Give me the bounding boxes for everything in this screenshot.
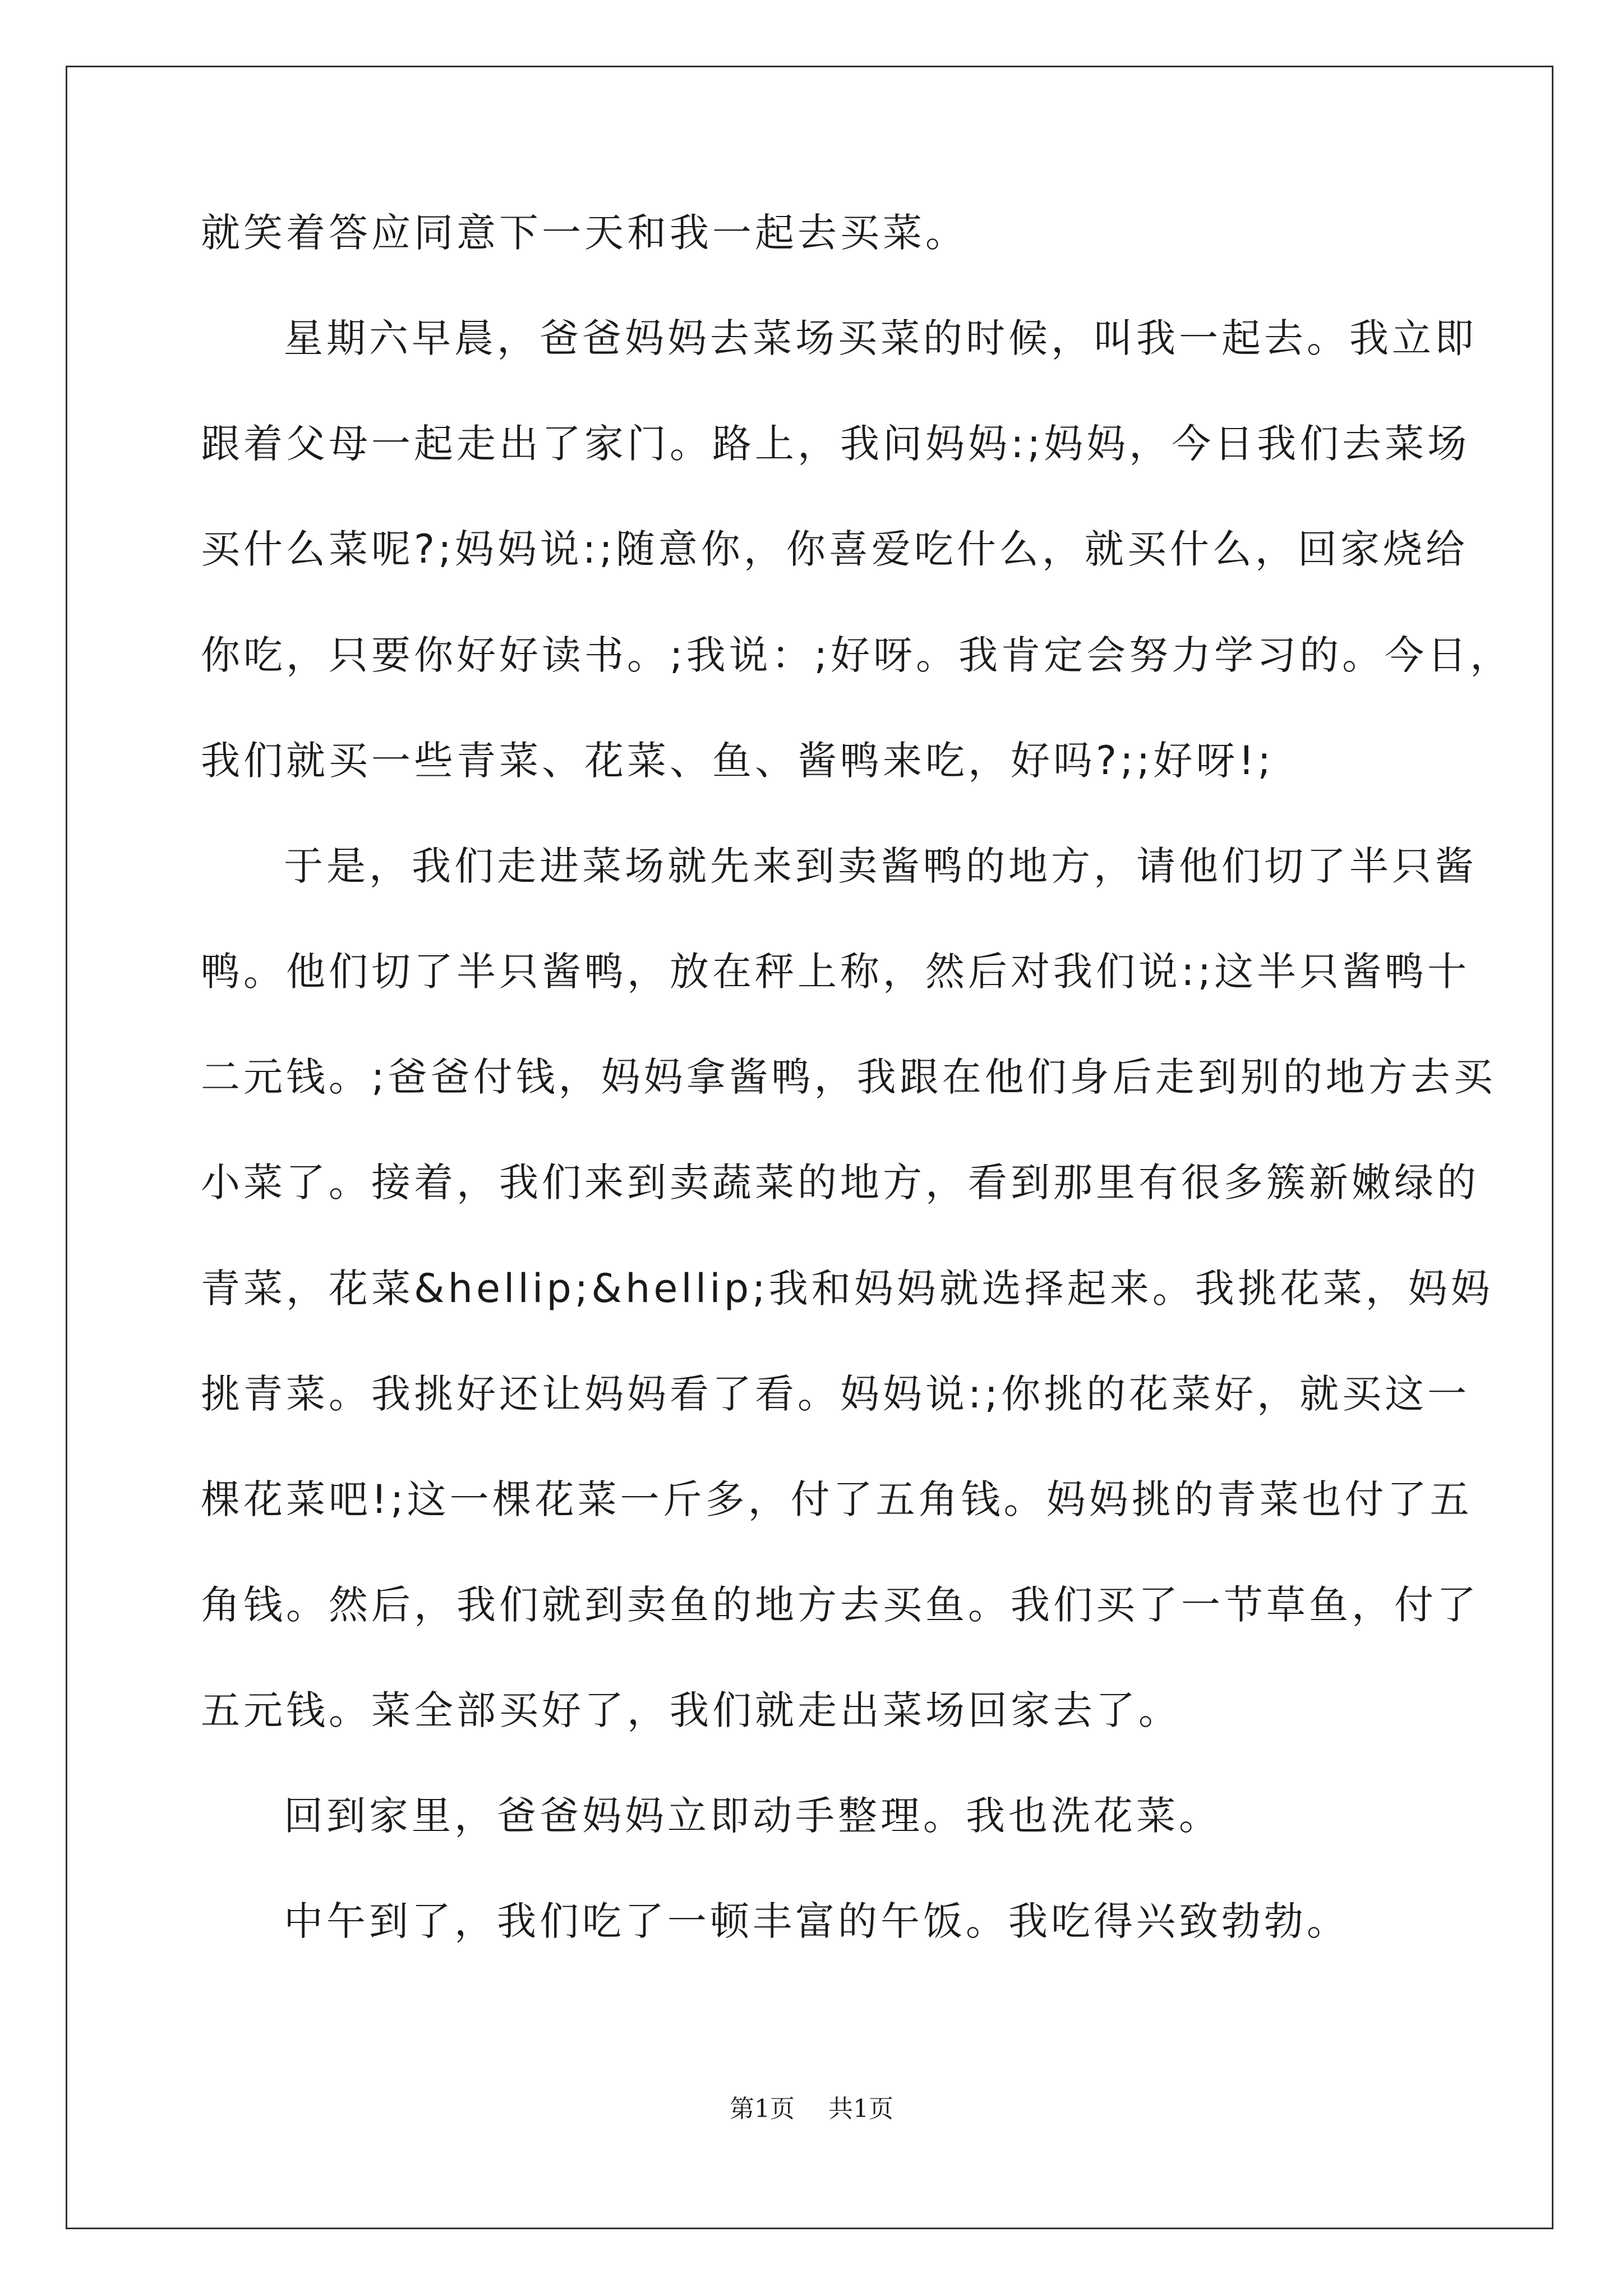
text-line: 跟着父母一起走出了家门。路上，我问妈妈:;妈妈，今日我们去菜场: [201, 421, 1470, 467]
text-line: 青菜，花菜&hellip;&hellip;我和妈妈就选择起来。我挑花菜，妈妈: [201, 1266, 1493, 1312]
text-line: 你吃，只要你好好读书。;我说：;好呀。我肯定会努力学习的。今日，: [201, 632, 1513, 678]
page-footer: [0, 2092, 1623, 2126]
text-line: 五元钱。菜全部买好了，我们就走出菜场回家去了。: [201, 1687, 1181, 1733]
text-line: 二元钱。;爸爸付钱，妈妈拿酱鸭，我跟在他们身后走到别的地方去买: [201, 1054, 1496, 1100]
paragraph-line: 于是，我们走进菜场就先来到卖酱鸭的地方，请他们切了半只酱: [284, 843, 1477, 889]
text-line: 我们就买一些青菜、花菜、鱼、酱鸭来吃，好吗?;;好呀!;: [201, 738, 1274, 784]
page-total: 共1页: [828, 2095, 893, 2123]
text-line: 鸭。他们切了半只酱鸭，放在秤上称，然后对我们说:;这半只酱鸭十: [201, 949, 1470, 995]
text-line: 小菜了。接着，我们来到卖蔬菜的地方，看到那里有很多簇新嫩绿的: [201, 1159, 1479, 1205]
paragraph-line: 回到家里，爸爸妈妈立即动手整理。我也洗花菜。: [284, 1793, 1221, 1839]
text-line: 买什么菜呢?;妈妈说:;随意你，你喜爱吃什么，就买什么，回家烧给: [201, 526, 1468, 572]
text-line: 棵花菜吧!;这一棵花菜一斤多，付了五角钱。妈妈挑的青菜也付了五: [201, 1476, 1473, 1522]
paragraph-line: 星期六早晨，爸爸妈妈去菜场买菜的时候，叫我一起去。我立即: [284, 315, 1477, 361]
page-number: 第1页: [730, 2095, 795, 2123]
text-line: 挑青菜。我挑好还让妈妈看了看。妈妈说:;你挑的花菜好，就买这一: [201, 1371, 1470, 1417]
text-line: 角钱。然后，我们就到卖鱼的地方去买鱼。我们买了一节草鱼，付了: [201, 1582, 1479, 1628]
text-line: 就笑着答应同意下一天和我一起去买菜。: [201, 210, 968, 256]
paragraph-line: 中午到了，我们吃了一顿丰富的午饭。我吃得兴致勃勃。: [284, 1898, 1349, 1944]
